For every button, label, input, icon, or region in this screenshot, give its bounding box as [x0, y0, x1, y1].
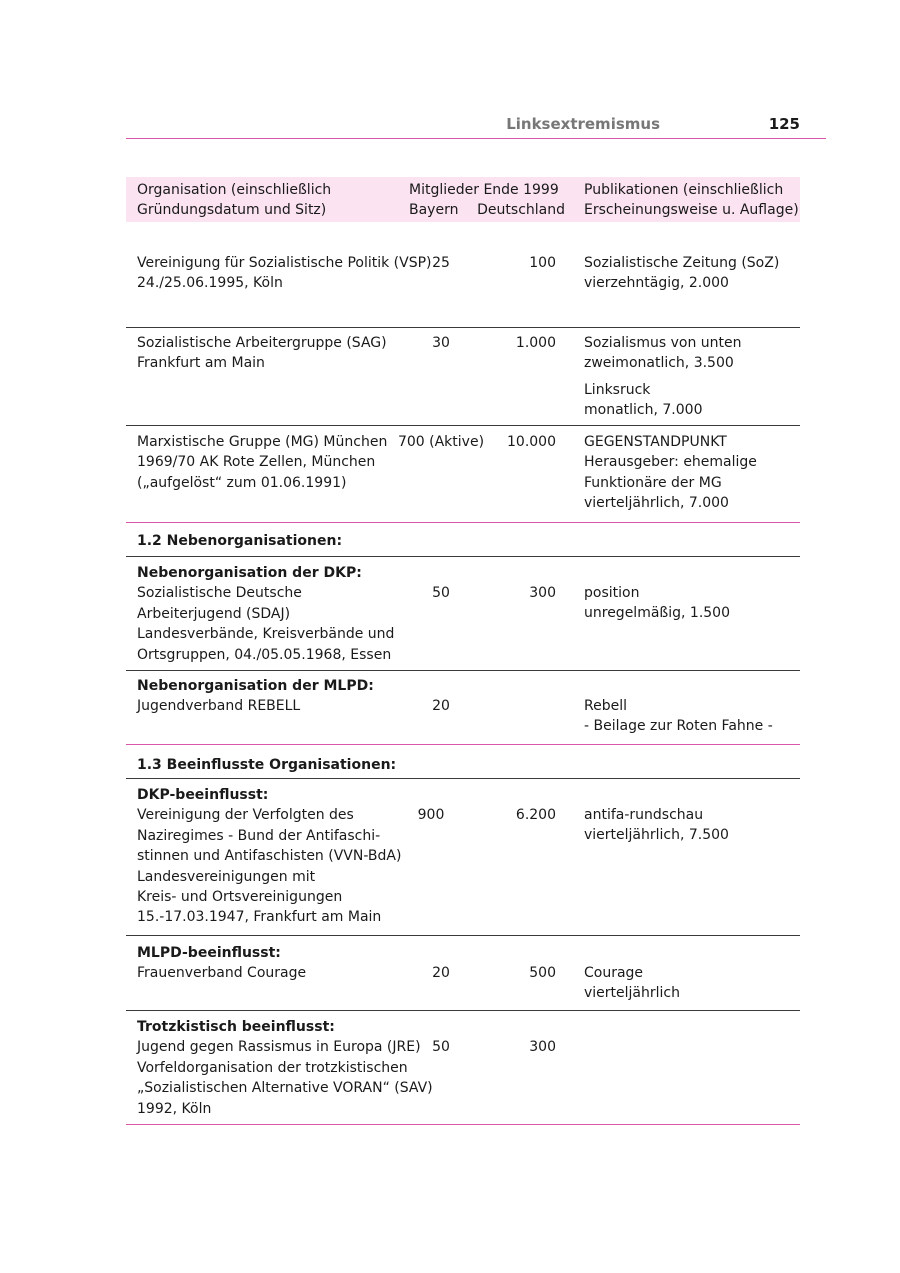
table-row — [126, 328, 800, 426]
publication: Courage vierteljährlich — [584, 965, 680, 1002]
members-bayern: 700 (Aktive) — [397, 434, 485, 450]
organizations-table — [126, 177, 800, 1125]
org-name: Nebenorganisation der MLPD: Jugendverband REBELL — [137, 678, 374, 715]
header-deutschland: Deutschland — [477, 202, 565, 219]
section-heading: 1.2 Nebenorganisationen: — [126, 523, 800, 557]
table-row — [126, 252, 800, 328]
table-row — [126, 936, 800, 1011]
org-name: Nebenorganisation der DKP: Sozialistische Deutsche Arbeiterjugend (SDAJ) Landesverbände, Kreisverbände und Ortsgruppen, 04./05.05.1968, Essen — [137, 565, 395, 663]
members-deutschland: 300 — [529, 585, 556, 601]
members-bayern: 25 — [432, 255, 450, 271]
table-row — [126, 426, 800, 523]
org-name: Marxistische Gruppe (MG) München 1969/70 AK Rote Zellen, München („aufgelöst“ zum 01.06.1991) — [137, 434, 388, 491]
table-row — [126, 779, 800, 936]
table-row — [126, 557, 800, 671]
members-deutschland: 300 — [529, 1039, 556, 1055]
org-name: Sozialistische Arbeitergruppe (SAG) Frankfurt am Main — [137, 335, 387, 372]
members-bayern: 20 — [432, 965, 450, 981]
table-header — [126, 177, 800, 222]
header-organisation: Organisation (einschließlich Gründungsdatum und Sitz) — [137, 182, 332, 219]
publication: Rebell - Beilage zur Roten Fahne - — [584, 698, 773, 735]
section-heading: 1.3 Beeinflusste Organisationen: — [126, 745, 800, 779]
members-bayern: 50 — [432, 585, 450, 601]
running-header — [126, 112, 826, 139]
publication: Sozialismus von unten zweimonatlich, 3.500 — [584, 335, 742, 372]
members-bayern: 20 — [432, 698, 450, 714]
table-row — [126, 1011, 800, 1125]
members-bayern: 30 — [432, 335, 450, 351]
members-bayern: 50 — [432, 1039, 450, 1055]
table-row — [126, 671, 800, 745]
members-deutschland: 10.000 — [507, 434, 556, 450]
org-name: Trotzkistisch beeinflusst: Jugend gegen Rassismus in Europa (JRE) Vorfeldorganisation der trotzkistischen „Sozialistischen Alternative VORAN“ (SAV) 1992, Köln — [137, 1019, 433, 1117]
header-title: Linksextremismus — [506, 115, 660, 133]
header-members: Mitglieder Ende 1999 Bayern Deutschland — [409, 180, 565, 221]
publication: position unregelmäßig, 1.500 — [584, 585, 730, 622]
page-number: 125 — [768, 115, 800, 133]
members-deutschland: 100 — [529, 255, 556, 271]
publication: Sozialistische Zeitung (SoZ) vierzehntägig, 2.000 — [584, 255, 780, 292]
members-deutschland: 1.000 — [515, 335, 556, 351]
org-name: Vereinigung für Sozialistische Politik (VSP) 24./25.06.1995, Köln — [137, 255, 432, 292]
header-publications: Publikationen (einschließlich Erscheinungsweise u. Auflage) — [584, 182, 799, 219]
members-deutschland: 6.200 — [515, 807, 556, 823]
members-deutschland: 500 — [529, 965, 556, 981]
publication: antifa-rundschau vierteljährlich, 7.500 — [584, 807, 729, 844]
members-bayern: 900 — [417, 807, 445, 823]
publication: GEGENSTANDPUNKT Herausgeber: ehemalige Funktionäre der MG vierteljährlich, 7.000 — [584, 434, 757, 512]
org-name: DKP-beeinflusst: Vereinigung der Verfolgten des Naziregimes - Bund der Antifaschi- stinnen und Antifaschisten (VVN-BdA) Landesvereinigungen mit Kreis- und Ortsvereinigungen 15.-17.03.1947, Frankfurt am Main — [137, 787, 402, 926]
header-bayern: Bayern — [409, 202, 459, 219]
org-name: MLPD-beeinflusst: Frauenverband Courage — [137, 945, 307, 982]
publication: Linksruck monatlich, 7.000 — [584, 382, 703, 419]
